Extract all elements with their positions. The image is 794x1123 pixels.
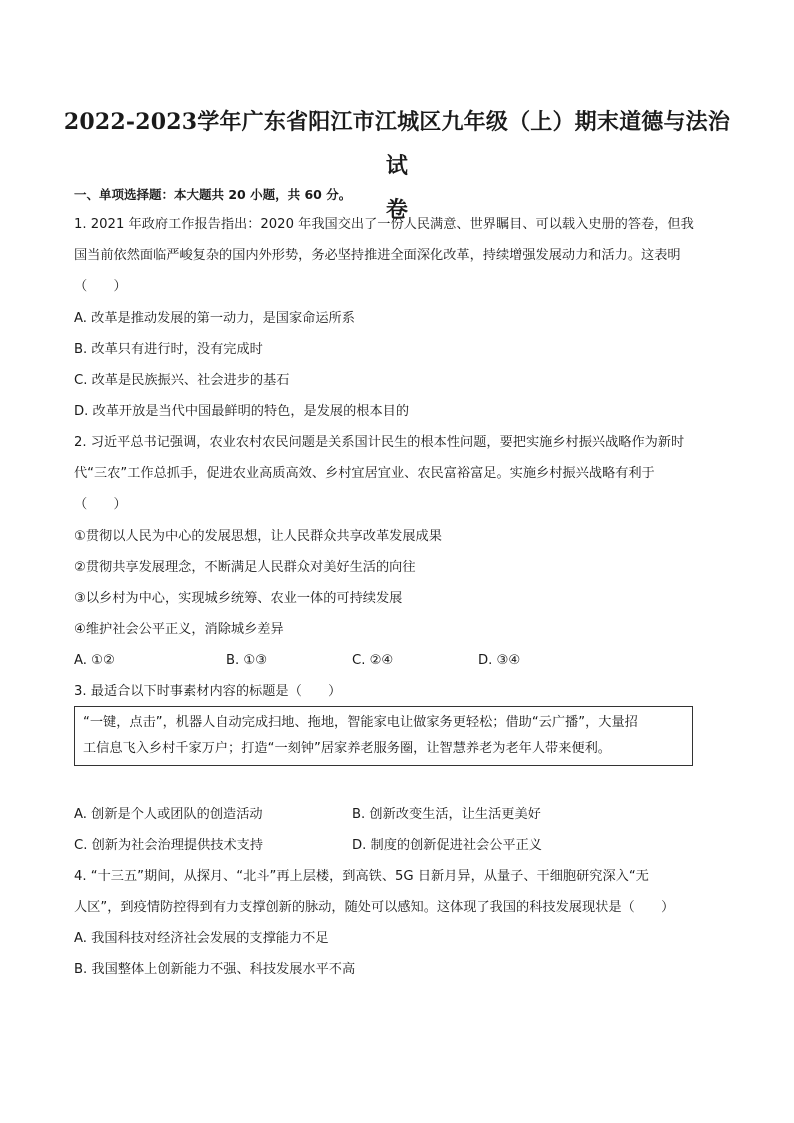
q3-option-b: B. 创新改变生活，让生活更美好 [352,807,541,822]
q2-option-b: B. ①③ [226,653,268,668]
q2-stem-line-2: 代“三农”工作总抓手，促进农业高质高效、乡村宜居宜业、农民富裕富足。实施乡村振兴战略有利于 [74,466,655,481]
q2-option-c: C. ②④ [352,653,394,668]
q3-stem: 3. 最适合以下时事素材内容的标题是（ ） [74,684,342,699]
q2-statement-4: ④维护社会公平正义，消除城乡差异 [74,622,284,637]
q2-statement-1: ①贯彻以人民为中心的发展思想，让人民群众共享改革发展成果 [74,529,442,544]
exam-title [60,100,734,232]
q1-stem-line-1: 1. 2021 年政府工作报告指出：2020 年我国交出了一份人民满意、世界瞩目、可以载入史册的答卷，但我 [74,217,694,232]
title-line-1: 2022-2023学年广东省阳江市江城区九年级（上）期末道德与法治试 [63,109,731,179]
q4-stem-line-2: 人区”，到疫情防控得到有力支撑创新的脉动，随处可以感知。这体现了我国的科技发展现状是（ ） [74,900,675,915]
q3-material-line-1: “一键，点击”，机器人自动完成扫地、拖地，智能家电让做家务更轻松；借助“云广播”，大量招 [83,715,638,730]
q2-answer-paren: （ ） [74,497,127,512]
q3-option-c: C. 创新为社会治理提供技术支持 [74,838,264,853]
q4-option-b: B. 我国整体上创新能力不强、科技发展水平不高 [74,962,356,977]
q1-option-c: C. 改革是民族振兴、社会进步的基石 [74,373,290,388]
q1-option-b: B. 改革只有进行时，没有完成时 [74,342,263,357]
q4-stem-line-1: 4. “十三五”期间，从探月、“北斗”再上层楼，到高铁、5G 日新月异，从量子、干细胞研究深入“无 [74,869,649,884]
section-heading: 一、单项选择题：本大题共 20 小题，共 60 分。 [74,187,352,202]
q3-option-a: A. 创新是个人或团队的创造活动 [74,807,263,822]
q4-option-a: A. 我国科技对经济社会发展的支撑能力不足 [74,931,329,946]
q3-option-d: D. 制度的创新促进社会公平正义 [352,838,542,853]
q2-option-d: D. ③④ [478,653,521,668]
q1-answer-paren: （ ） [74,279,127,294]
q2-statement-2: ②贯彻共享发展理念，不断满足人民群众对美好生活的向往 [74,560,416,575]
q1-option-d: D. 改革开放是当代中国最鲜明的特色，是发展的根本目的 [74,404,410,419]
q2-option-a: A. ①② [74,653,115,668]
q3-material-line-2: 工信息飞入乡村千家万户；打造“一刻钟”居家养老服务圈，让智慧养老为老年人带来便利。 [83,741,611,756]
q2-statement-3: ③以乡村为中心，实现城乡统筹、农业一体的可持续发展 [74,591,403,606]
q3-material-box [74,706,693,766]
q2-stem-line-1: 2. 习近平总书记强调，农业农村农民问题是关系国计民生的根本性问题，要把实施乡村振兴战略作为新时 [74,435,685,450]
q1-option-a: A. 改革是推动发展的第一动力，是国家命运所系 [74,311,355,326]
title-line-2: 卷 [385,197,409,223]
q1-stem-line-2: 国当前依然面临严峻复杂的国内外形势，务必坚持推进全面深化改革，持续增强发展动力和活力。这表明 [74,248,681,263]
